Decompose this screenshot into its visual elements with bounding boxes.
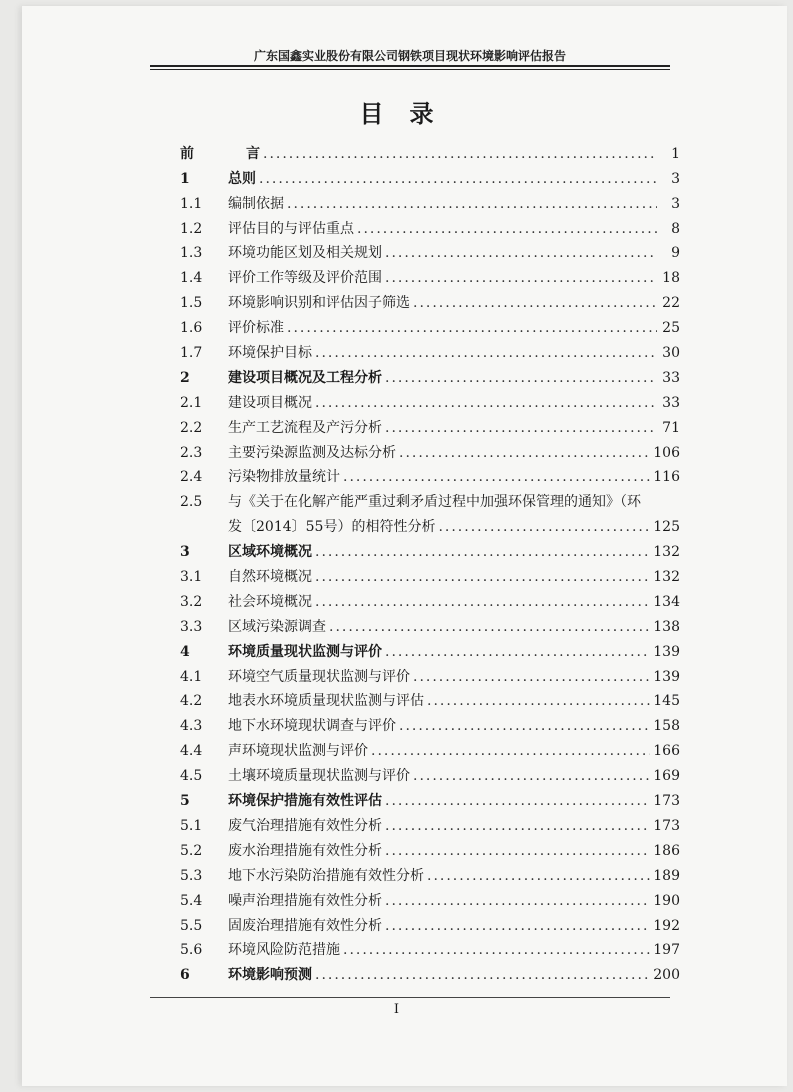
toc-section-title: 评价标准	[228, 320, 284, 337]
toc-section-number: 1.3	[180, 245, 203, 262]
preface-char-2: 言	[246, 145, 260, 162]
leader-dots	[385, 269, 657, 287]
toc-page-number: 158	[653, 718, 680, 735]
footer-page-number: I	[393, 1002, 400, 1017]
leader-dots	[413, 668, 650, 686]
leader-dots	[263, 145, 657, 163]
toc-section-number: 5.2	[180, 842, 203, 859]
leader-dots	[329, 618, 650, 636]
toc-page-number: 139	[653, 668, 680, 685]
toc-entry-preface[interactable]	[180, 138, 680, 163]
leader-dots	[357, 220, 657, 238]
table-of-contents	[180, 138, 680, 984]
toc-page-number: 200	[653, 967, 680, 984]
toc-entry[interactable]	[180, 910, 680, 935]
toc-page-number: 30	[662, 345, 680, 362]
toc-entry[interactable]	[180, 661, 680, 686]
header-rule	[150, 65, 670, 70]
toc-section-number: 6	[180, 967, 190, 984]
leader-dots	[315, 593, 650, 611]
toc-section-title: 地下水污染防治措施有效性分析	[228, 867, 424, 884]
toc-entry[interactable]	[180, 561, 680, 586]
toc-entry[interactable]	[180, 785, 680, 810]
leader-dots	[315, 394, 657, 412]
toc-section-number: 4.2	[180, 693, 203, 710]
toc-page-number: 1	[671, 145, 680, 162]
leader-dots	[385, 892, 650, 910]
toc-section-number: 5.3	[180, 867, 203, 884]
toc-entry[interactable]	[180, 412, 680, 437]
toc-entry[interactable]	[180, 860, 680, 885]
toc-section-title: 评估目的与评估重点	[228, 220, 354, 237]
toc-section-number: 3	[180, 544, 190, 561]
leader-dots	[315, 543, 650, 561]
footer-rule	[150, 997, 670, 998]
leader-dots	[287, 195, 657, 213]
toc-section-title: 主要污染源监测及达标分析	[228, 444, 396, 461]
toc-section-number: 1.6	[180, 320, 203, 337]
toc-page-number: 33	[662, 369, 680, 386]
toc-entry[interactable]	[180, 362, 680, 387]
toc-section-number: 5.4	[180, 892, 203, 909]
leader-dots	[385, 792, 650, 810]
toc-section-title: 噪声治理措施有效性分析	[228, 892, 382, 909]
toc-section-title: 废气治理措施有效性分析	[228, 817, 382, 834]
toc-section-title: 自然环境概况	[228, 569, 312, 586]
toc-entry[interactable]	[180, 710, 680, 735]
toc-section-number: 1.1	[180, 195, 203, 212]
toc-page-number: 3	[671, 170, 680, 187]
toc-section-title: 区域污染源调查	[228, 618, 326, 635]
leader-dots	[371, 742, 650, 760]
toc-section-number: 1.2	[180, 220, 203, 237]
toc-entry[interactable]	[180, 810, 680, 835]
leader-dots	[427, 867, 650, 885]
toc-entry[interactable]	[180, 437, 680, 462]
toc-entry[interactable]	[180, 885, 680, 910]
leader-dots	[343, 941, 650, 959]
toc-section-number: 2.5	[180, 494, 203, 511]
toc-entry[interactable]	[180, 213, 680, 238]
toc-page-number: 132	[653, 569, 680, 586]
running-header: 广东国鑫实业股份有限公司钢铁项目现状环境影响评估报告	[253, 49, 566, 63]
toc-section-number: 4.1	[180, 668, 203, 685]
toc-page-number: 192	[653, 917, 680, 934]
toc-page-number: 139	[653, 643, 680, 660]
toc-page-number: 169	[653, 768, 680, 785]
toc-section-title: 土壤环境质量现状监测与评价	[228, 768, 410, 785]
toc-section-title: 总则	[228, 170, 256, 187]
toc-page-number: 125	[653, 519, 680, 536]
toc-page-number: 138	[653, 618, 680, 635]
toc-entry[interactable]	[180, 238, 680, 263]
toc-page-number: 71	[662, 419, 680, 436]
toc-page-number: 166	[653, 743, 680, 760]
toc-section-title: 固废治理措施有效性分析	[228, 917, 382, 934]
toc-section-title: 环境风险防范措施	[228, 942, 340, 959]
toc-section-title: 环境保护措施有效性评估	[228, 793, 382, 810]
toc-page-number: 173	[653, 793, 680, 810]
toc-section-number: 3.3	[180, 618, 203, 635]
toc-page-number: 134	[653, 593, 680, 610]
toc-entry[interactable]	[180, 835, 680, 860]
toc-section-title: 环境影响预测	[228, 967, 312, 984]
toc-page-number: 173	[653, 817, 680, 834]
toc-section-number: 4.5	[180, 768, 203, 785]
toc-section-title: 地表水环境质量现状监测与评估	[228, 693, 424, 710]
toc-section-title: 地下水环境现状调查与评价	[228, 718, 396, 735]
preface-char-1: 前	[180, 145, 194, 162]
toc-section-title: 编制依据	[228, 195, 284, 212]
leader-dots	[385, 842, 650, 860]
toc-page-number: 22	[662, 295, 680, 312]
toc-entry[interactable]	[180, 760, 680, 785]
toc-section-title: 环境保护目标	[228, 345, 312, 362]
toc-entry[interactable]	[180, 337, 680, 362]
toc-section-number: 1.5	[180, 295, 203, 312]
toc-page-number: 116	[653, 469, 680, 486]
toc-entry[interactable]	[180, 262, 680, 287]
toc-section-title: 声环境现状监测与评价	[228, 743, 368, 760]
leader-dots	[385, 244, 657, 262]
toc-entry[interactable]	[180, 511, 680, 536]
toc-page-number: 9	[671, 245, 680, 262]
toc-section-number: 3.2	[180, 593, 203, 610]
toc-section-number: 4	[180, 643, 190, 660]
toc-section-title: 建设项目概况及工程分析	[228, 369, 382, 386]
toc-section-title: 生产工艺流程及产污分析	[228, 419, 382, 436]
toc-entry[interactable]	[180, 312, 680, 337]
toc-page-number: 190	[653, 892, 680, 909]
leader-dots	[315, 344, 657, 362]
toc-section-number: 5.5	[180, 917, 203, 934]
toc-entry[interactable]	[180, 536, 680, 561]
toc-page-number: 189	[653, 867, 680, 884]
toc-section-title: 废水治理措施有效性分析	[228, 842, 382, 859]
leader-dots	[385, 643, 650, 661]
toc-section-number: 3.1	[180, 569, 203, 586]
toc-section-title: 评价工作等级及评价范围	[228, 270, 382, 287]
leader-dots	[259, 170, 657, 188]
toc-page-number: 25	[662, 320, 680, 337]
leader-dots	[385, 369, 657, 387]
toc-section-title: 环境影响识别和评估因子筛选	[228, 295, 410, 312]
toc-section-title: 区域环境概况	[228, 544, 312, 561]
toc-section-number: 5	[180, 793, 190, 810]
toc-section-number: 2.2	[180, 419, 203, 436]
leader-dots	[413, 294, 657, 312]
toc-entry[interactable]	[180, 387, 680, 412]
toc-section-number: 2.4	[180, 469, 203, 486]
toc-section-number: 4.3	[180, 718, 203, 735]
toc-section-title: 环境功能区划及相关规划	[228, 245, 382, 262]
toc-section-title: 与《关于在化解产能严重过剩矛盾过程中加强环保管理的通知》（环	[228, 494, 641, 511]
toc-entry[interactable]	[180, 163, 680, 188]
toc-page-number: 197	[653, 942, 680, 959]
toc-entry[interactable]	[180, 636, 680, 661]
leader-dots	[385, 817, 650, 835]
toc-section-number: 2.1	[180, 394, 203, 411]
toc-section-number: 1	[180, 170, 190, 187]
leader-dots	[438, 518, 650, 536]
toc-entry[interactable]	[180, 462, 680, 487]
toc-section-number: 1.4	[180, 270, 203, 287]
toc-page-number: 18	[662, 270, 680, 287]
toc-entry[interactable]	[180, 959, 680, 984]
toc-page-number: 145	[653, 693, 680, 710]
leader-dots	[343, 468, 650, 486]
toc-section-title: 发〔2014〕55号）的相符性分析	[228, 519, 436, 536]
toc-entry[interactable]	[180, 188, 680, 213]
toc-entry[interactable]	[180, 611, 680, 636]
toc-page-number: 33	[662, 394, 680, 411]
leader-dots	[315, 966, 650, 984]
toc-entry[interactable]	[180, 287, 680, 312]
leader-dots	[427, 692, 650, 710]
toc-section-number: 2	[180, 369, 190, 386]
toc-page-number: 132	[653, 544, 680, 561]
toc-entry[interactable]	[180, 686, 680, 711]
toc-section-number: 5.1	[180, 817, 203, 834]
toc-section-number: 2.3	[180, 444, 203, 461]
toc-entry[interactable]	[180, 486, 680, 511]
leader-dots	[385, 419, 657, 437]
leader-dots	[385, 917, 650, 935]
leader-dots	[413, 767, 650, 785]
toc-page-number: 186	[653, 842, 680, 859]
toc-section-number: 5.6	[180, 942, 203, 959]
toc-page-number: 3	[671, 195, 680, 212]
toc-section-title: 环境质量现状监测与评价	[228, 643, 382, 660]
toc-section-number: 1.7	[180, 345, 203, 362]
leader-dots	[399, 444, 650, 462]
toc-section-title: 污染物排放量统计	[228, 469, 340, 486]
toc-section-number: 4.4	[180, 743, 203, 760]
toc-section-title: 社会环境概况	[228, 593, 312, 610]
toc-section-title: 建设项目概况	[228, 394, 312, 411]
toc-entry[interactable]	[180, 735, 680, 760]
leader-dots	[287, 319, 657, 337]
toc-section-title: 环境空气质量现状监测与评价	[228, 668, 410, 685]
toc-entry[interactable]	[180, 935, 680, 960]
toc-page-number: 106	[653, 444, 680, 461]
leader-dots	[315, 568, 650, 586]
toc-entry[interactable]	[180, 586, 680, 611]
toc-page-number: 8	[671, 220, 680, 237]
leader-dots	[399, 717, 650, 735]
page-title: 目录	[359, 100, 460, 128]
